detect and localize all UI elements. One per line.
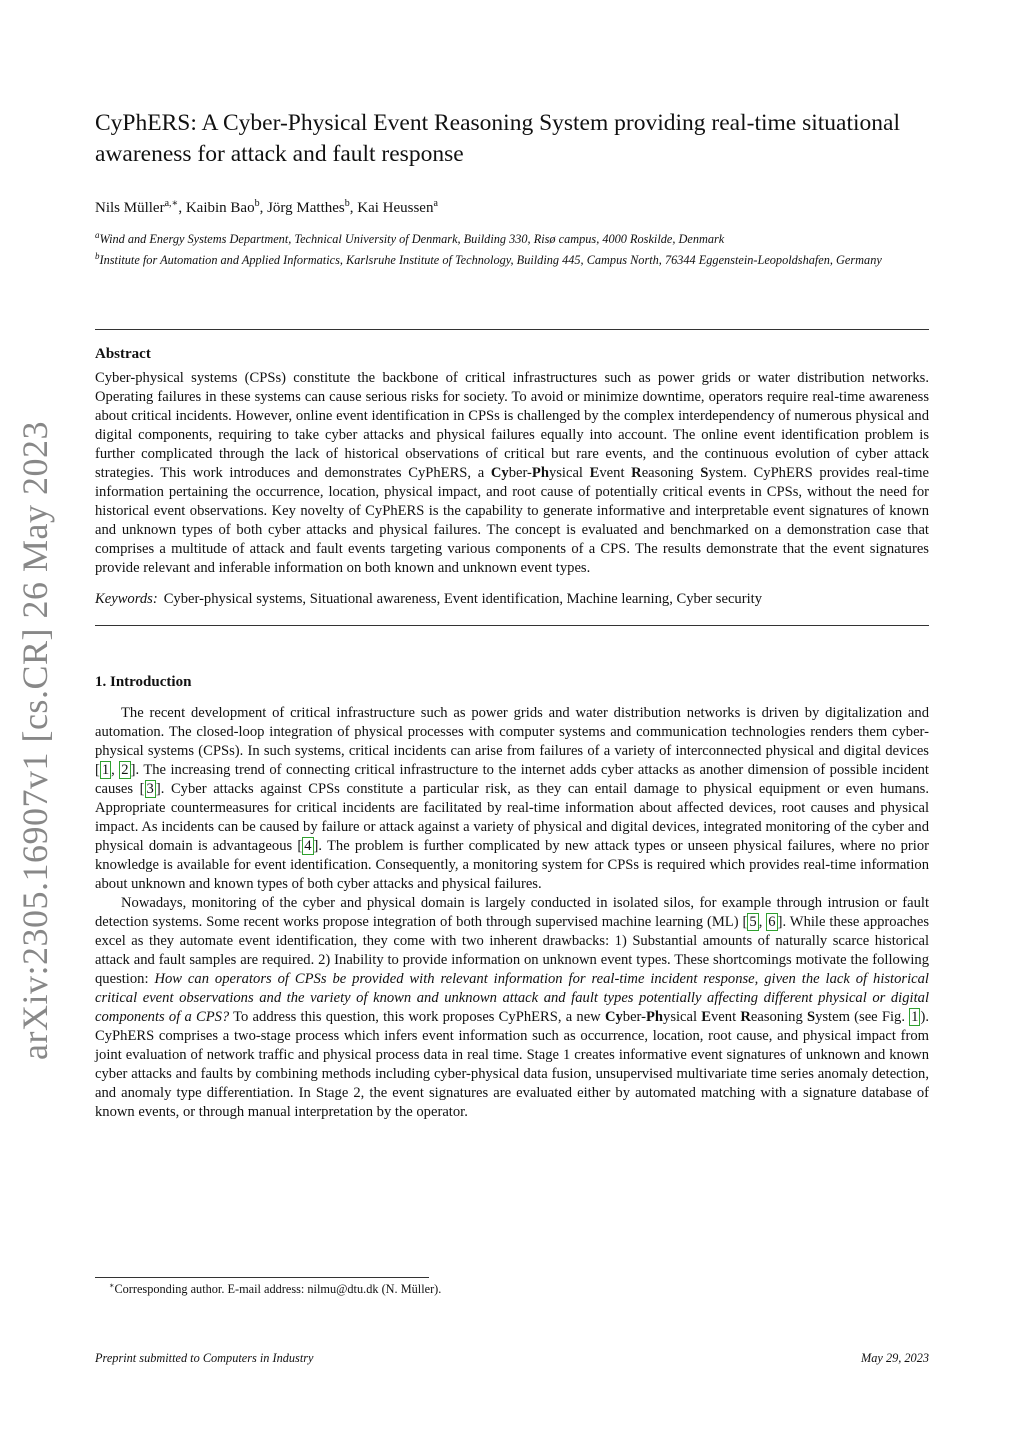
abstract-rule (95, 625, 929, 626)
citation-link[interactable]: 3 (146, 781, 154, 798)
citation-link[interactable]: 2 (121, 762, 129, 779)
keywords (95, 591, 929, 608)
affiliation-text: Wind and Energy Systems Department, Technical University of Denmark, Building 330, Risø campus, 4000 Roskilde, Denmark (99, 232, 725, 247)
section-heading-introduction: 1. Introduction (95, 674, 192, 691)
page-footer (95, 1351, 929, 1366)
author-name: Nils Müller (95, 200, 165, 216)
author-name: Jörg Matthes (267, 200, 345, 216)
citation-link[interactable]: 1 (101, 762, 110, 779)
footnote (109, 1281, 441, 1297)
author-affiliation-mark: b (254, 198, 260, 209)
author-name: Kaibin Bao (185, 200, 255, 216)
figure-link[interactable]: 1 (911, 1009, 919, 1026)
affiliation-text: Institute for Automation and Applied Informatics, Karlsruhe Institute of Technology, Building 445, Campus North, 76344 Eggenstein-Leopoldshafen, Germany (99, 253, 882, 268)
intro-paragraph-2: Nowadays, monitoring of the cyber and physical domain is largely conducted in isolated silos, for example through intrusion or fault detection systems. Some recent works propose integration of both through supervised machine learning (ML) [ 5 , 6 ]. While these approaches excel as they automate event identification, they come with two inherent drawbacks: 1) Substantial amounts of naturally scarce historical attack and fault samples are required. 2) Inability to provide information on unknown event types. These shortcomings motivate the following question: How can operators of CPSs be provided with relevant information for real-time incident response, given the lack of historical critical event observations and the variety of known and unknown attack and fault types potentially affecting different physical or digital components of a CPS? To address this question, this work proposes CyPhERS, a new Cyber-Physical Event Reasoning System (see Fig. 1 ). CyPhERS comprises a two-stage process which infers event information such as occurrence, location, root cause, and physical impact from joint evaluation of network traffic and physical process data in real time. Stage 1 creates informative event signatures of unknown and known cyber attacks and faults by combining methods including cyber-physical data fusion, unsupervised multivariate time series anomaly detection, and anomaly type differentiation. In Stage 2, the event signatures are evaluated either by automated matching with a signature database of known events, or through manual interpretation by the operator. (95, 895, 929, 1121)
header-rule (95, 329, 929, 330)
arxiv-id[interactable]: arXiv:2305.16907v1 [cs.CR] 26 May 2023 (15, 421, 55, 1060)
arxiv-sidebar (14, 421, 55, 1100)
footer-date: May 29, 2023 (861, 1351, 929, 1365)
affiliation (95, 227, 929, 248)
affiliation-mark: a (95, 230, 100, 240)
citation-link[interactable]: 5 (749, 914, 757, 931)
affiliation-mark: b (95, 251, 100, 262)
footnote-rule (95, 1277, 429, 1278)
author-list: Nils Müller$^{a,∗}$, Kaibin Bao$^b$, Jörg Matthes$^b$, Kai Heussen$^a$ (95, 198, 438, 216)
author-affiliation-mark: a (433, 198, 438, 209)
affiliation (95, 248, 929, 269)
paper-title: CyPhERS: A Cyber-Physical Event Reasoning System providing real-time situational awareness for attack and fault response (95, 110, 900, 167)
citation-link[interactable]: 6 (768, 914, 776, 931)
abstract-text: Cyber-physical systems (CPSs) constitute the backbone of critical infrastructures such as power grids or water distribution networks. Operating failures in these systems can cause serious risks for society. To avoid or minimize downtime, operators require real-time awareness about critical incidents. However, online event identification in CPSs is challenged by the complex interdependency of numerous physical and digital components, requiring to take cyber attacks and physical failures equally into account. The online event identification problem is further complicated through the lack of historical observations of critical but rare events, and the continuous evolution of cyber attack strategies. This work introduces and demonstrates CyPhERS, a Cyber-Physical Event Reasoning System. CyPhERS provides real-time information pertaining the occurrence, location, physical impact, and root cause of potentially critical events in CPSs, without the need for historical event observations. Key novelty of CyPhERS is the capability to generate informative and interpretable event signatures of known and unknown types of both cyber attacks and physical failures. The concept is evaluated and benchmarked on a demonstration case that comprises a multitude of attack and fault events targeting various components of a CPS. The results demonstrate that the event signatures provide relevant and inferable information on both known and unknown event types. (95, 370, 929, 577)
abstract-heading: Abstract (95, 346, 151, 363)
paper-page (95, 108, 929, 1122)
citation-link[interactable]: 4 (304, 838, 312, 855)
affiliations (95, 227, 929, 269)
author-affiliation-mark: b (344, 198, 350, 209)
author-affiliation-mark: a,∗ (164, 198, 179, 209)
keywords-label: Keywords: (95, 591, 158, 608)
footnote-mark: ∗ (109, 1281, 115, 1290)
keywords-list: Cyber-physical systems, Situational awareness, Event identification, Machine learning, Cyber security (163, 591, 762, 608)
author-name: Kai Heussen (357, 200, 434, 216)
footer-journal: Preprint submitted to Computers in Industry (95, 1351, 314, 1365)
intro-paragraph-1: The recent development of critical infrastructure such as power grids and water distribution networks is driven by digitalization and automation. The closed-loop integration of physical processes with computer systems and communication technologies renders them cyber-physical systems (CPSs). In such systems, critical incidents can arise from failures of a variety of interconnected physical and digital devices [ 1 , 2 ]. The increasing trend of connecting critical infrastructure to the internet adds cyber attacks as another dimension of possible incident causes [ 3 ]. Cyber attacks against CPSs constitute a particular risk, as they can entail damage to physical equipment or even humans. Appropriate countermeasures for critical incidents are facilitated by real-time information about affected devices, root causes and physical impact. As incidents can be caused by failure or attack against a variety of physical and digital devices, integrated monitoring of the cyber and physical domain is advantageous [ 4 ]. The problem is further complicated by new attack types or unseen physical failures, where no prior knowledge is available for event identification. Consequently, a monitoring system for CPSs is required which provides real-time information about unknown and known types of both cyber attacks and physical failures. (95, 705, 929, 893)
footnote-text: Corresponding author. E-mail address: nilmu@dtu.dk (N. Müller). (114, 1282, 442, 1297)
